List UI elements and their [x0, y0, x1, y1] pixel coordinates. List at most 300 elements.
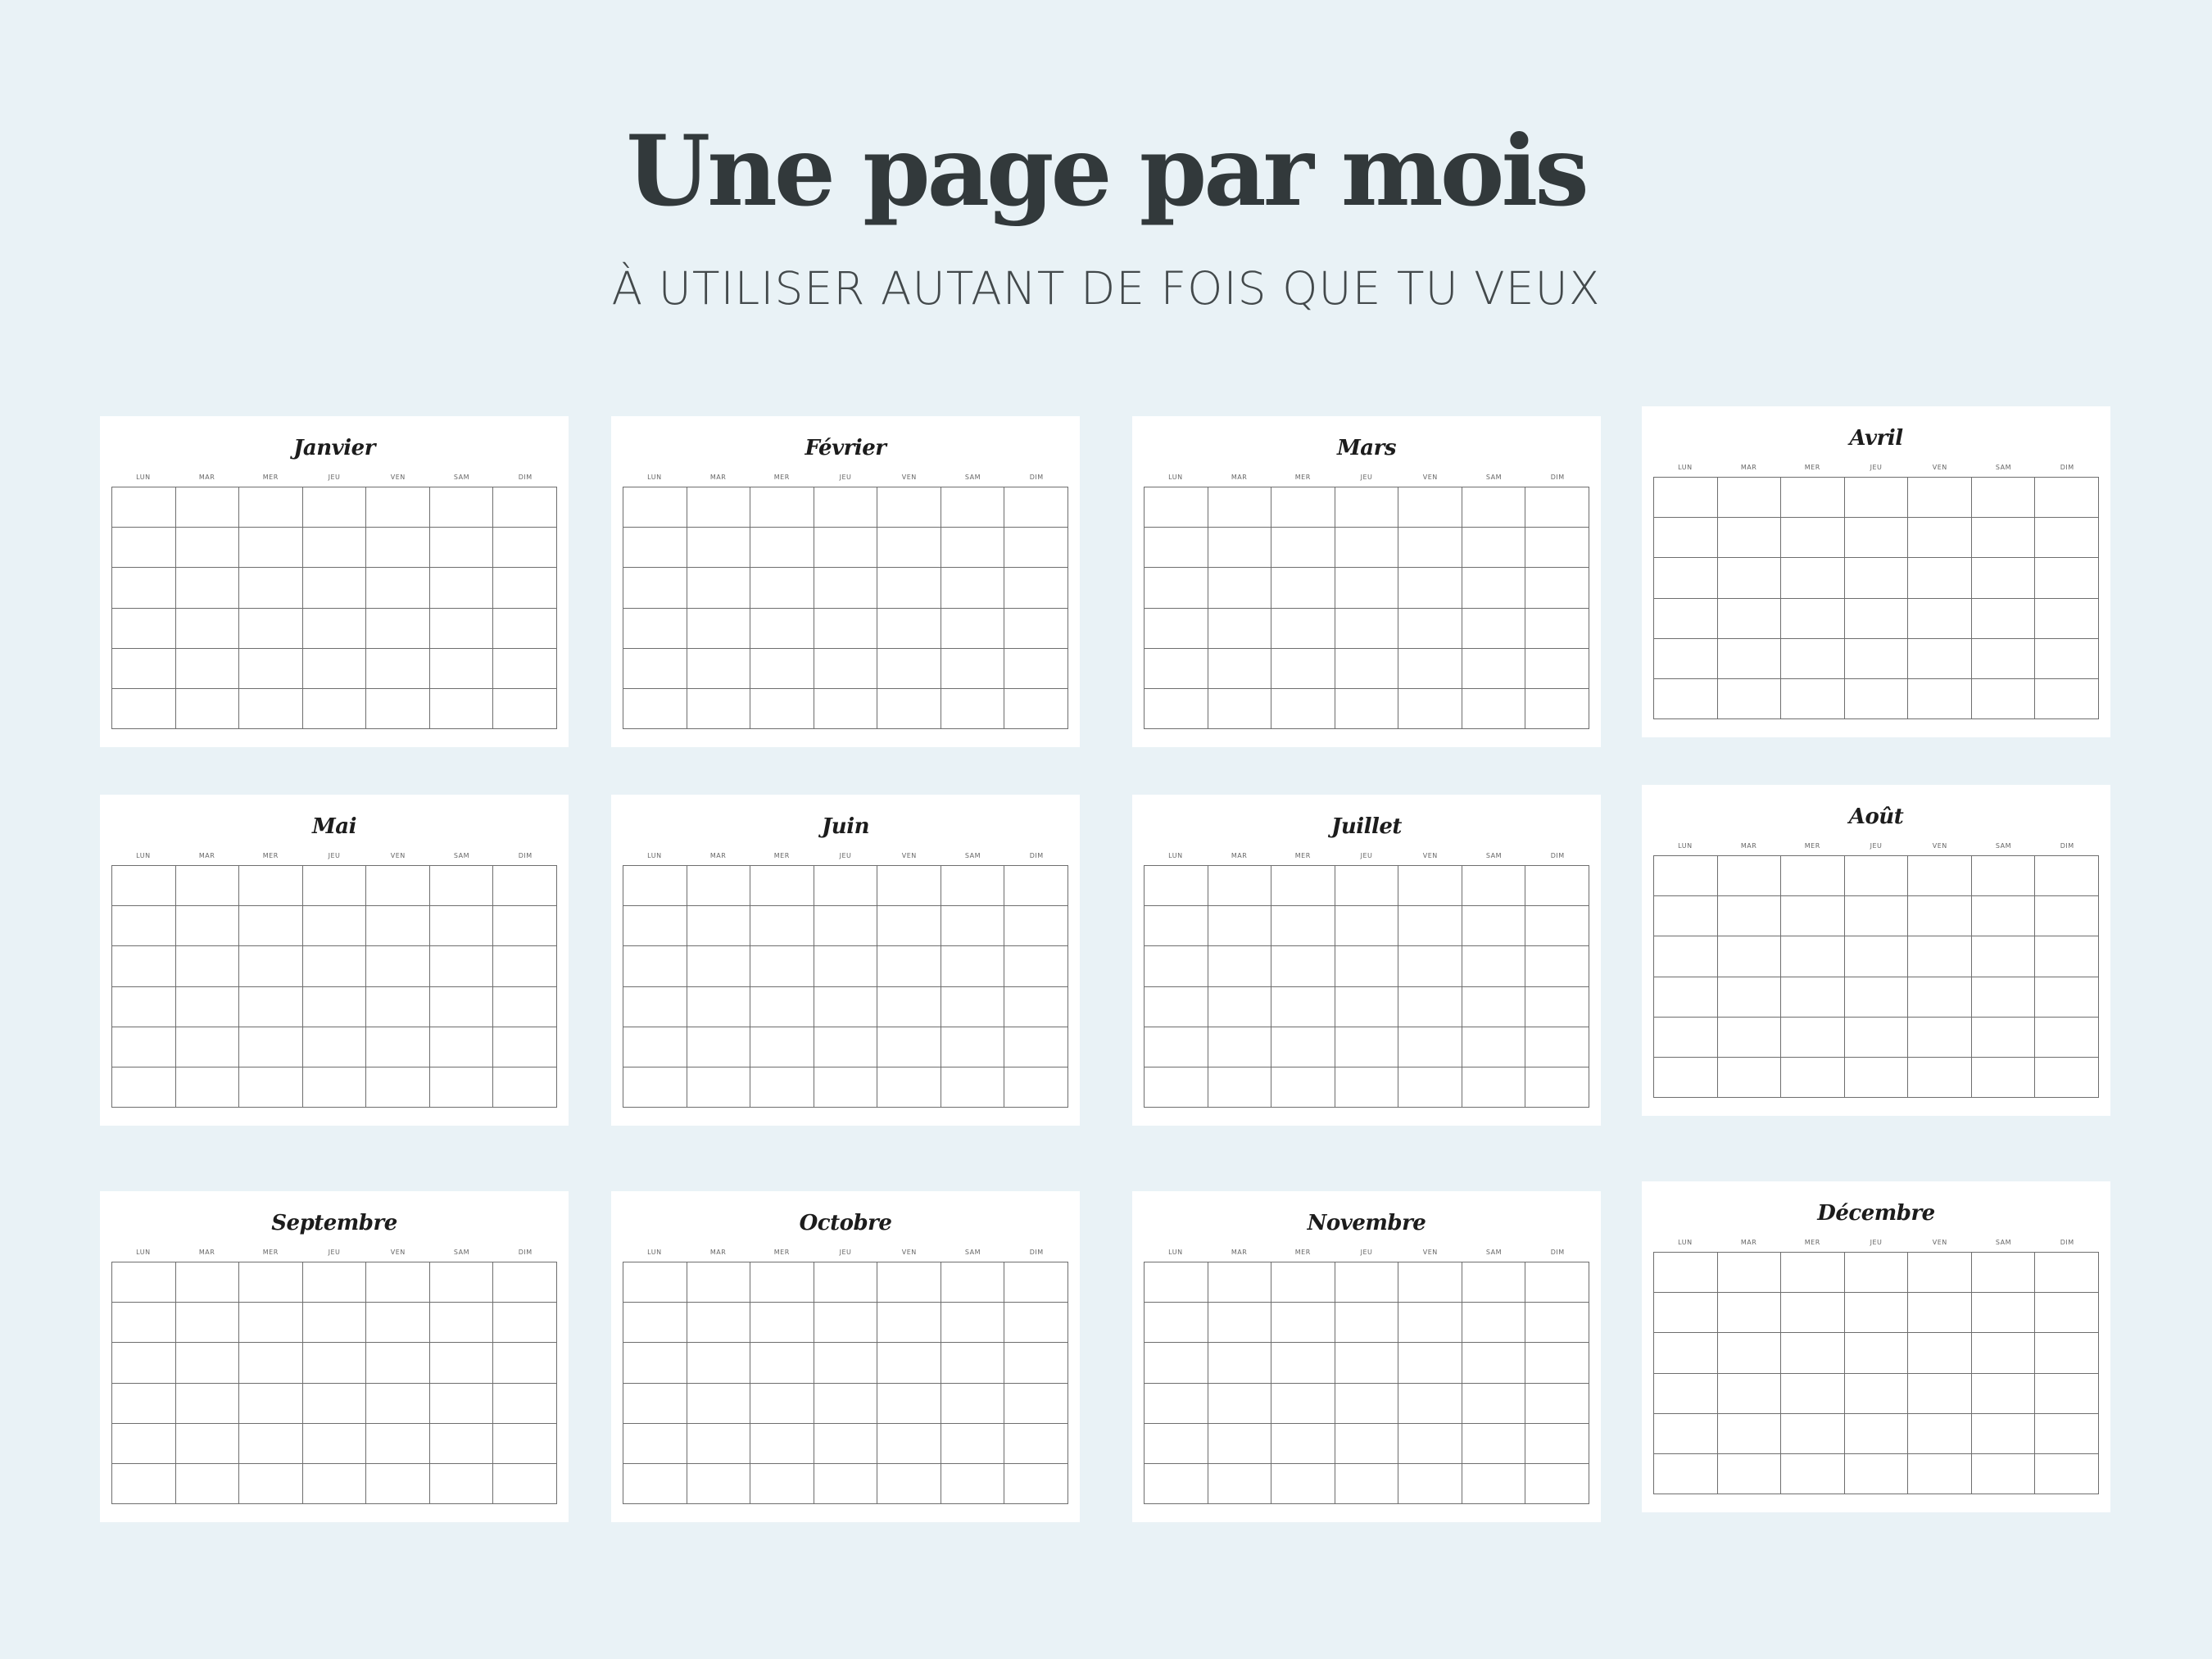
weekday-label: JEU [328, 852, 341, 859]
day-cell [1462, 946, 1526, 986]
day-cell [750, 1464, 814, 1504]
day-grid [1653, 855, 2099, 1098]
day-cell [1972, 936, 2036, 977]
weekday-label: SAM [453, 1249, 469, 1256]
day-cell [1845, 936, 1909, 977]
day-cell [814, 987, 878, 1027]
day-cell [687, 487, 751, 528]
day-cell [1781, 1414, 1845, 1454]
weekday-label: LUN [1168, 1249, 1183, 1256]
day-cell [1335, 987, 1399, 1027]
day-cell [1654, 1414, 1718, 1454]
day-cell [366, 1303, 430, 1343]
day-cell [1972, 1293, 2036, 1333]
day-cell [1718, 558, 1782, 598]
day-cell [1781, 1374, 1845, 1414]
day-cell [303, 1464, 367, 1504]
day-cell [493, 609, 557, 649]
day-cell [877, 1067, 941, 1108]
day-cell [366, 1384, 430, 1424]
month-title: Octobre [799, 1211, 892, 1235]
day-cell [493, 1424, 557, 1464]
weekday-header-row [623, 474, 1068, 481]
month-card-decembre [1642, 1181, 2110, 1512]
weekday-label: MER [262, 852, 279, 859]
day-cell [1335, 946, 1399, 986]
weekday-label: DIM [1550, 852, 1565, 859]
day-cell [941, 689, 1005, 729]
day-cell [112, 1067, 176, 1108]
day-cell [1781, 518, 1845, 558]
day-cell [239, 987, 303, 1027]
day-cell [1462, 987, 1526, 1027]
day-grid [1144, 1262, 1589, 1504]
day-cell [1781, 856, 1845, 896]
day-cell [2035, 1253, 2099, 1293]
day-cell [1718, 1333, 1782, 1373]
day-cell [1781, 1018, 1845, 1058]
day-cell [430, 1303, 494, 1343]
day-cell [687, 1384, 751, 1424]
day-cell [623, 946, 687, 986]
day-cell [176, 1384, 240, 1424]
day-cell [1972, 679, 2036, 719]
day-cell [1654, 936, 1718, 977]
day-cell [750, 1384, 814, 1424]
day-cell [239, 1262, 303, 1303]
day-cell [1718, 478, 1782, 518]
day-cell [1004, 609, 1068, 649]
day-cell [1271, 1067, 1335, 1108]
day-cell [303, 1027, 367, 1067]
day-cell [687, 568, 751, 608]
day-cell [1004, 1262, 1068, 1303]
weekday-header-row [1653, 465, 2099, 471]
day-cell [687, 1464, 751, 1504]
day-cell [750, 1303, 814, 1343]
day-cell [1398, 1424, 1462, 1464]
day-cell [1271, 1343, 1335, 1383]
day-cell [1525, 987, 1589, 1027]
day-cell [366, 987, 430, 1027]
month-title: Mai [311, 814, 356, 839]
day-cell [303, 946, 367, 986]
day-cell [366, 689, 430, 729]
weekday-label: DIM [2060, 842, 2074, 850]
month-card-juillet [1132, 795, 1601, 1126]
weekday-label: VEN [1422, 1249, 1438, 1256]
day-cell [1845, 1374, 1909, 1414]
day-cell [430, 689, 494, 729]
day-cell [877, 689, 941, 729]
day-cell [814, 528, 878, 568]
day-grid [1653, 477, 2099, 719]
day-cell [941, 987, 1005, 1027]
day-cell [1718, 1058, 1782, 1098]
day-cell [239, 487, 303, 528]
month-card-avril [1642, 406, 2110, 737]
day-cell [1525, 1384, 1589, 1424]
weekday-label: MAR [198, 1249, 215, 1256]
day-cell [366, 649, 430, 689]
day-cell [430, 946, 494, 986]
day-cell [1145, 649, 1208, 689]
month-card-fevrier [611, 416, 1080, 747]
day-cell [303, 1424, 367, 1464]
day-grid [111, 1262, 557, 1504]
day-cell [1908, 1414, 1972, 1454]
day-cell [303, 1384, 367, 1424]
weekday-label: MAR [709, 852, 727, 859]
weekday-label: VEN [1932, 1239, 1947, 1246]
day-cell [1004, 689, 1068, 729]
weekday-header-row [1653, 843, 2099, 850]
weekday-header-row [1144, 474, 1589, 481]
day-cell [112, 906, 176, 946]
day-cell [623, 1343, 687, 1383]
day-cell [239, 1067, 303, 1108]
day-cell [1462, 689, 1526, 729]
day-cell [303, 1343, 367, 1383]
day-cell [1398, 1262, 1462, 1303]
day-cell [1208, 1384, 1272, 1424]
day-cell [366, 1027, 430, 1067]
day-cell [1208, 1343, 1272, 1383]
day-cell [1208, 946, 1272, 986]
day-cell [176, 649, 240, 689]
day-cell [1525, 906, 1589, 946]
day-cell [750, 946, 814, 986]
day-cell [1004, 1303, 1068, 1343]
day-cell [303, 568, 367, 608]
day-cell [750, 1262, 814, 1303]
day-cell [814, 649, 878, 689]
day-cell [1654, 558, 1718, 598]
day-cell [1908, 1018, 1972, 1058]
day-cell [1398, 689, 1462, 729]
day-cell [750, 689, 814, 729]
day-cell [1654, 478, 1718, 518]
day-cell [112, 689, 176, 729]
day-cell [112, 649, 176, 689]
day-cell [1654, 518, 1718, 558]
day-cell [623, 1384, 687, 1424]
day-cell [239, 1343, 303, 1383]
weekday-label: MER [773, 474, 790, 481]
day-cell [493, 1343, 557, 1383]
month-card-juin [611, 795, 1080, 1126]
weekday-label: MAR [709, 1249, 727, 1256]
day-cell [1972, 1058, 2036, 1098]
day-cell [176, 906, 240, 946]
day-grid [623, 1262, 1068, 1504]
day-cell [1145, 689, 1208, 729]
day-cell [239, 649, 303, 689]
day-cell [750, 649, 814, 689]
day-cell [941, 906, 1005, 946]
weekday-header-row [623, 853, 1068, 859]
day-grid [1144, 865, 1589, 1108]
day-cell [176, 609, 240, 649]
day-cell [877, 568, 941, 608]
day-cell [1004, 568, 1068, 608]
day-cell [176, 528, 240, 568]
day-cell [430, 987, 494, 1027]
day-cell [303, 689, 367, 729]
day-cell [1271, 1424, 1335, 1464]
day-cell [1145, 987, 1208, 1027]
weekday-label: VEN [1932, 464, 1947, 471]
day-cell [1398, 1027, 1462, 1067]
weekday-label: LUN [647, 852, 662, 859]
weekday-label: MER [262, 1249, 279, 1256]
weekday-label: LUN [1168, 852, 1183, 859]
weekday-label: JEU [839, 1249, 852, 1256]
day-cell [1972, 478, 2036, 518]
day-cell [1208, 1424, 1272, 1464]
month-card-novembre [1132, 1191, 1601, 1522]
day-cell [1462, 649, 1526, 689]
day-cell [814, 689, 878, 729]
day-cell [1208, 528, 1272, 568]
day-cell [1145, 609, 1208, 649]
day-cell [941, 1424, 1005, 1464]
day-cell [112, 1424, 176, 1464]
weekday-label: LUN [1168, 474, 1183, 481]
day-cell [1271, 987, 1335, 1027]
day-cell [1004, 1343, 1068, 1383]
day-cell [1781, 558, 1845, 598]
day-cell [623, 906, 687, 946]
month-title: Février [805, 436, 886, 460]
day-cell [1335, 689, 1399, 729]
weekday-label: MER [1294, 474, 1311, 481]
day-cell [1145, 1067, 1208, 1108]
day-cell [877, 906, 941, 946]
day-cell [1908, 936, 1972, 977]
day-cell [941, 1343, 1005, 1383]
day-grid [623, 865, 1068, 1108]
day-cell [112, 487, 176, 528]
day-cell [2035, 896, 2099, 936]
day-cell [1208, 866, 1272, 906]
weekday-label: SAM [1485, 852, 1502, 859]
day-cell [1845, 639, 1909, 679]
day-cell [366, 528, 430, 568]
day-cell [1004, 987, 1068, 1027]
day-cell [1845, 518, 1909, 558]
day-cell [239, 946, 303, 986]
day-cell [1845, 1454, 1909, 1494]
day-cell [1145, 1343, 1208, 1383]
day-cell [2035, 679, 2099, 719]
day-cell [493, 649, 557, 689]
day-cell [1525, 487, 1589, 528]
day-cell [493, 487, 557, 528]
day-cell [176, 1343, 240, 1383]
day-cell [1718, 856, 1782, 896]
day-cell [1908, 679, 1972, 719]
day-cell [1335, 1464, 1399, 1504]
day-cell [1781, 977, 1845, 1018]
day-cell [1718, 1293, 1782, 1333]
weekday-label: MAR [1231, 474, 1248, 481]
weekday-label: LUN [136, 1249, 151, 1256]
weekday-label: VEN [901, 1249, 917, 1256]
day-cell [1972, 518, 2036, 558]
day-cell [493, 1464, 557, 1504]
day-cell [1845, 1253, 1909, 1293]
day-cell [1208, 1303, 1272, 1343]
day-grid [111, 487, 557, 729]
day-cell [2035, 1293, 2099, 1333]
day-cell [1845, 1018, 1909, 1058]
weekday-label: JEU [1870, 1239, 1883, 1246]
day-cell [1845, 599, 1909, 639]
day-cell [1271, 1262, 1335, 1303]
day-cell [2035, 599, 2099, 639]
day-cell [176, 1303, 240, 1343]
day-cell [941, 1303, 1005, 1343]
day-cell [1781, 1454, 1845, 1494]
day-cell [1398, 568, 1462, 608]
day-cell [1335, 568, 1399, 608]
day-cell [1525, 1262, 1589, 1303]
day-cell [1145, 1424, 1208, 1464]
day-cell [303, 1262, 367, 1303]
day-cell [1271, 946, 1335, 986]
page-subtitle: À UTILISER AUTANT DE FOIS QUE TU VEUX [611, 262, 1601, 315]
weekday-header-row [1144, 853, 1589, 859]
day-cell [877, 1424, 941, 1464]
day-cell [2035, 1454, 2099, 1494]
weekday-label: MAR [1740, 842, 1757, 850]
day-cell [1845, 1293, 1909, 1333]
day-cell [1271, 866, 1335, 906]
day-cell [239, 866, 303, 906]
day-cell [1718, 1374, 1782, 1414]
day-cell [239, 1303, 303, 1343]
day-cell [176, 1464, 240, 1504]
day-cell [1335, 906, 1399, 946]
day-cell [1462, 609, 1526, 649]
day-cell [493, 568, 557, 608]
weekday-label: DIM [1029, 852, 1044, 859]
day-cell [1398, 946, 1462, 986]
weekday-label: MAR [1231, 852, 1248, 859]
day-cell [1781, 1058, 1845, 1098]
day-cell [2035, 518, 2099, 558]
day-cell [1845, 1058, 1909, 1098]
day-cell [1462, 1027, 1526, 1067]
weekday-label: DIM [1029, 1249, 1044, 1256]
day-cell [1972, 599, 2036, 639]
day-cell [1271, 1027, 1335, 1067]
day-cell [176, 866, 240, 906]
day-cell [239, 1027, 303, 1067]
day-cell [1398, 1303, 1462, 1343]
day-grid [1144, 487, 1589, 729]
day-cell [1908, 478, 1972, 518]
day-cell [366, 1464, 430, 1504]
day-cell [877, 1384, 941, 1424]
day-cell [1398, 906, 1462, 946]
weekday-label: MAR [198, 474, 215, 481]
day-cell [1718, 679, 1782, 719]
day-cell [814, 568, 878, 608]
day-cell [1908, 977, 1972, 1018]
day-cell [687, 1262, 751, 1303]
day-cell [1462, 1262, 1526, 1303]
weekday-label: VEN [1422, 474, 1438, 481]
day-cell [493, 906, 557, 946]
day-cell [1004, 1067, 1068, 1108]
day-cell [430, 649, 494, 689]
weekday-label: MER [1294, 1249, 1311, 1256]
day-cell [1145, 487, 1208, 528]
day-cell [1145, 946, 1208, 986]
day-cell [1208, 987, 1272, 1027]
day-cell [1208, 1464, 1272, 1504]
day-cell [814, 1067, 878, 1108]
day-cell [493, 1027, 557, 1067]
day-cell [1462, 906, 1526, 946]
day-cell [430, 1262, 494, 1303]
day-cell [1845, 1414, 1909, 1454]
day-cell [1908, 1253, 1972, 1293]
day-cell [1398, 609, 1462, 649]
weekday-label: VEN [1422, 852, 1438, 859]
month-title: Janvier [293, 436, 375, 460]
day-cell [1845, 1333, 1909, 1373]
day-cell [1145, 866, 1208, 906]
day-cell [1908, 639, 1972, 679]
day-cell [750, 568, 814, 608]
weekday-label: VEN [390, 852, 406, 859]
day-cell [303, 528, 367, 568]
day-cell [1908, 1058, 1972, 1098]
day-cell [814, 946, 878, 986]
day-cell [112, 1027, 176, 1067]
weekday-label: JEU [1870, 842, 1883, 850]
day-cell [1654, 1374, 1718, 1414]
day-cell [366, 1343, 430, 1383]
day-cell [2035, 1018, 2099, 1058]
day-cell [493, 528, 557, 568]
weekday-label: MER [1804, 842, 1820, 850]
day-cell [1654, 1333, 1718, 1373]
day-cell [750, 1067, 814, 1108]
day-cell [877, 946, 941, 986]
day-cell [750, 609, 814, 649]
day-cell [1004, 649, 1068, 689]
day-cell [430, 568, 494, 608]
day-cell [814, 609, 878, 649]
day-cell [112, 987, 176, 1027]
day-cell [687, 649, 751, 689]
day-cell [1398, 487, 1462, 528]
day-cell [941, 1384, 1005, 1424]
day-cell [1525, 689, 1589, 729]
day-cell [1781, 896, 1845, 936]
day-cell [687, 1424, 751, 1464]
day-cell [1335, 1424, 1399, 1464]
day-cell [941, 528, 1005, 568]
day-cell [1208, 906, 1272, 946]
day-cell [1718, 1018, 1782, 1058]
day-cell [1972, 1253, 2036, 1293]
day-cell [493, 1262, 557, 1303]
